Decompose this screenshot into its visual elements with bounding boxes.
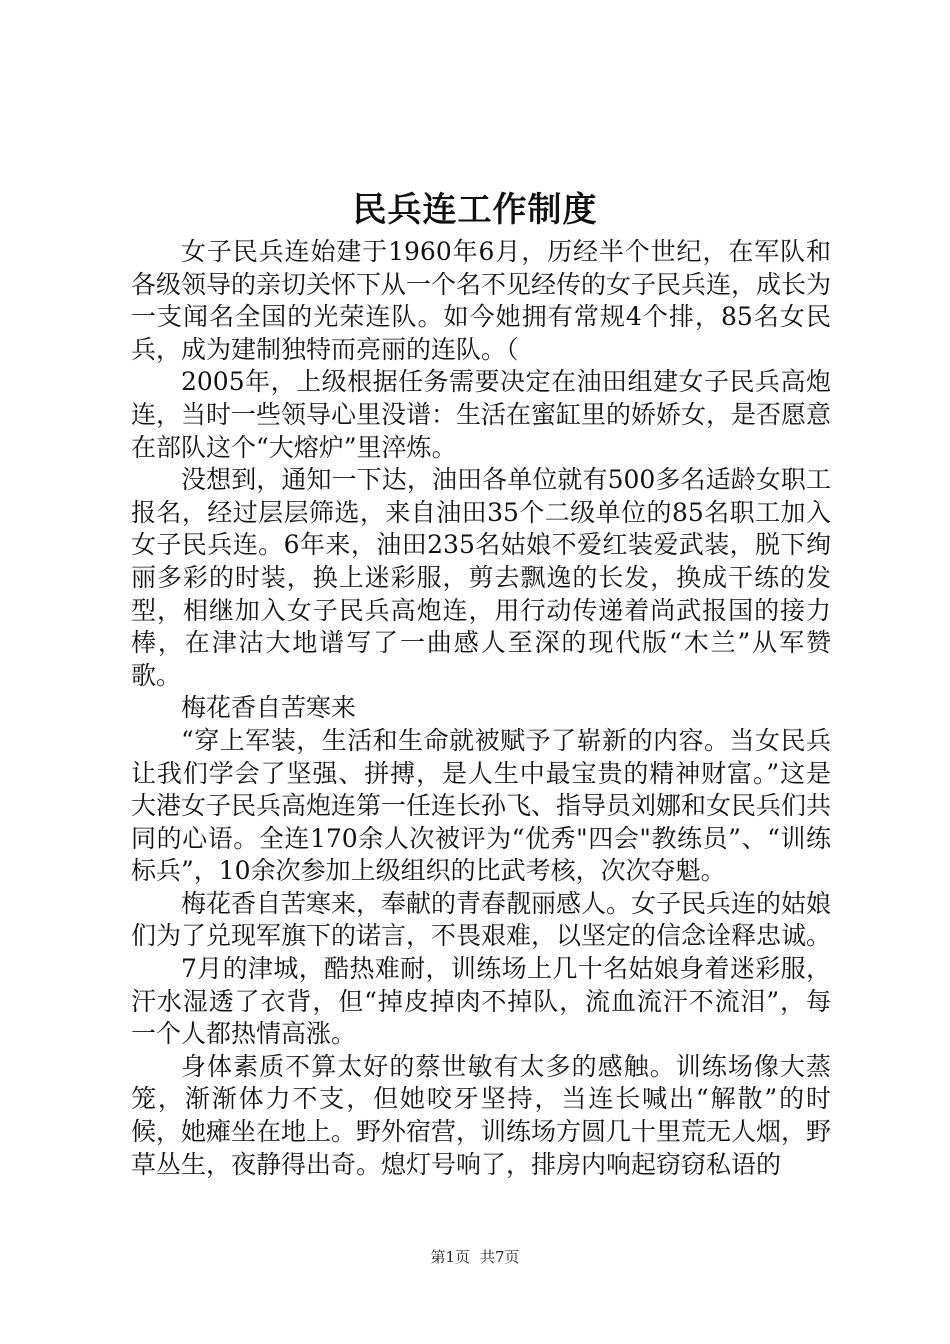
paragraph: 没想到，通知一下达，油田各单位就有500多名适龄女职工报名，经过层层筛选，来自油田35个二级单位的85名职工加入女子民兵连。6年来，油田235名姑娘不爱红装爱武装，脱下绚丽多彩的时装，换上迷彩服，剪去飘逸的长发，换成干练的发型，相继加入女子民兵高炮连，用行动传递着尚武报国的接力棒，在津沽大地谱写了一曲感人至深的现代版“木兰”从军赞歌。	[131, 465, 831, 690]
page-number: 第1页	[430, 1248, 470, 1266]
section-heading: 梅花香自苦寒来	[181, 693, 357, 723]
paragraph: 女子民兵连始建于1960年6月，历经半个世纪，在军队和各级领导的亲切关怀下从一个名不见经传的女子民兵连，成长为一支闻名全国的光荣连队。如今她拥有常规4个排，85名女民兵，成为建制独特而亮丽的连队。（	[131, 237, 832, 364]
paragraph: 梅花香自苦寒来，奉献的青春靓丽感人。女子民兵连的姑娘们为了兑现军旗下的诺言，不畏艰难，以坚定的信念诠释忠诚。	[131, 888, 832, 951]
paragraph: 7月的津城，酷热难耐，训练场上几十名姑娘身着迷彩服，汗水湿透了衣背，但“掉皮掉肉不掉队，流血流汗不流泪”，每一个人都热情高涨。	[131, 954, 831, 1049]
document-title: 民兵连工作制度	[352, 190, 598, 230]
paragraph: 身体素质不算太好的蔡世敏有太多的感触。训练场像大蒸笼，渐渐体力不支，但她咬牙坚持，当连长喊出“解散”的时候，她瘫坐在地上。野外宿营，训练场方圆几十里荒无人烟，野草丛生，夜静得出奇。熄灯号响了，排房内响起窃窃私语的	[131, 1051, 832, 1179]
page-total: 共7页	[480, 1248, 520, 1266]
paragraph: 2005年，上级根据任务需要决定在油田组建女子民兵高炮连，当时一些领导心里没谱：生活在蜜缸里的娇娇女，是否愿意在部队这个“大熔炉”里淬炼。	[131, 367, 832, 462]
paragraph: “穿上军装，生活和生命就被赋予了崭新的内容。当女民兵让我们学会了坚强、拼搏，是人生中最宝贵的精神财富。”这是大港女子民兵高炮连第一任连长孙飞、指导员刘娜和女民兵们共同的心语。全连170余人次被评为“优秀"四会"教练员”、“训练标兵”，10余次参加上级组织的比武考核，次次夺魁。	[131, 725, 832, 886]
document-body	[131, 236, 831, 1181]
page-footer	[0, 1246, 950, 1267]
